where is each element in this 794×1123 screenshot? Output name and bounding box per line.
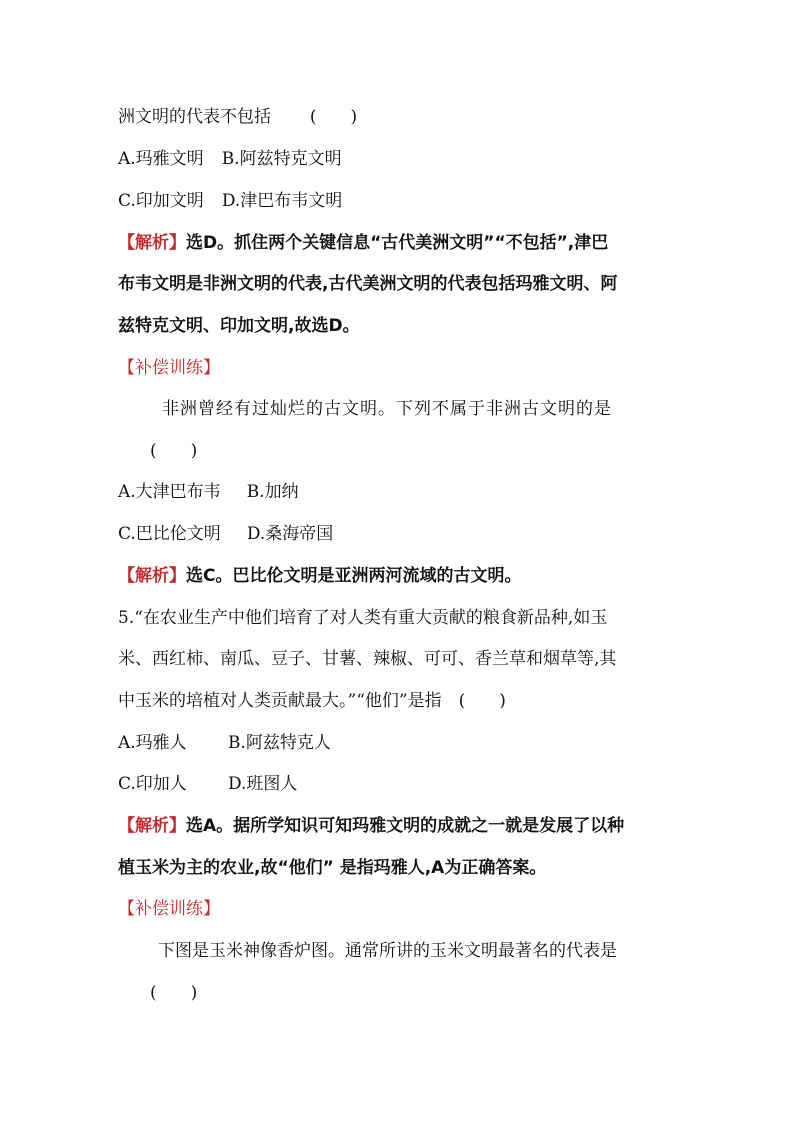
comp2-paren: ( ) [150, 983, 198, 1003]
comp2-heading [118, 898, 220, 920]
comp1-analysis-tag: 【解析】 [118, 566, 186, 586]
q4-analysis-text-3: 兹特克文明、印加文明,故选D。 [118, 316, 360, 336]
q5-analysis-text-2: 植玉米为主的农业,故“他们” 是指玛雅人,A为正确答案。 [118, 858, 547, 878]
comp1-option-a: A.大津巴布韦 [118, 482, 221, 502]
comp1-question: 非洲曾经有过灿烂的古文明。下列不属于非洲古文明的是 [162, 399, 612, 419]
q5-option-d: D.班图人 [228, 774, 298, 794]
q5-analysis-line-2 [118, 857, 546, 879]
q4-option-b: B.阿兹特克文明 [221, 149, 342, 169]
comp2-question: 下图是玉米神像香炉图。通常所讲的玉米文明最著名的代表是 [158, 941, 617, 961]
q5-stem-line-3 [118, 690, 506, 712]
q5-stem-text-2: 米、西红柿、南瓜、豆子、甘薯、辣椒、可可、香兰草和烟草等,其 [118, 649, 617, 669]
q5-stem-line-2 [118, 648, 616, 670]
comp1-tag: 【补偿训练】 [118, 358, 220, 378]
q4-options-row-2 [118, 190, 342, 212]
q5-option-a: A.玛雅人 [118, 733, 187, 753]
q4-analysis-line-3 [118, 315, 360, 337]
q5-analysis-text-1: 选A。据所学知识可知玛雅文明的成就之一就是发展了以种 [186, 816, 625, 836]
q5-options-row-1 [118, 732, 331, 754]
comp1-options-row-2 [118, 523, 333, 545]
q5-analysis-line-1 [118, 815, 624, 837]
q5-options-row-2 [118, 773, 297, 795]
q4-analysis-text-2: 布韦文明是非洲文明的代表,古代美洲文明的代表包括玛雅文明、阿 [118, 274, 618, 294]
q4-analysis-line-1 [118, 232, 608, 254]
q4-option-a: A.玛雅文明 [118, 149, 204, 169]
comp2-question-line [158, 940, 617, 962]
q5-analysis-tag: 【解析】 [118, 816, 186, 836]
comp1-paren-line [150, 440, 197, 462]
comp1-analysis-line [118, 565, 521, 587]
q5-option-b: B.阿兹特克人 [228, 733, 331, 753]
comp1-options-row-1 [118, 481, 299, 503]
comp1-option-b: B.加纳 [246, 482, 299, 502]
q4-stem-line [118, 106, 357, 128]
comp1-option-c: C.巴比伦文明 [118, 524, 221, 544]
comp1-question-line [162, 398, 612, 420]
q4-option-d: D.津巴布韦文明 [221, 191, 343, 211]
q5-stem-text-3: 中玉米的培植对人类贡献最大。”“他们”是指 ( ) [118, 691, 506, 711]
comp1-paren: ( ) [150, 441, 198, 461]
q5-option-c: C.印加人 [118, 774, 187, 794]
comp1-analysis-text: 选C。巴比伦文明是亚洲两河流域的古文明。 [186, 566, 522, 586]
q4-paren: ( ) [309, 107, 358, 127]
q4-option-c: C.印加文明 [118, 191, 204, 211]
q4-analysis-text-1: 选D。抓住两个关键信息“古代美洲文明”“不包括”,津巴 [186, 233, 609, 253]
q5-stem-text-1: 5.“在农业生产中他们培育了对人类有重大贡献的粮食新品种,如玉 [118, 608, 608, 628]
comp1-option-d: D.桑海帝国 [246, 524, 334, 544]
q4-options-row-1 [118, 148, 342, 170]
comp1-heading [118, 357, 220, 379]
comp2-paren-line [150, 982, 197, 1004]
q4-analysis-line-2 [118, 273, 617, 295]
q4-stem-text: 洲文明的代表不包括 [118, 107, 271, 127]
q4-analysis-tag: 【解析】 [118, 233, 186, 253]
comp2-tag: 【补偿训练】 [118, 899, 220, 919]
q5-stem-line-1 [118, 607, 607, 629]
